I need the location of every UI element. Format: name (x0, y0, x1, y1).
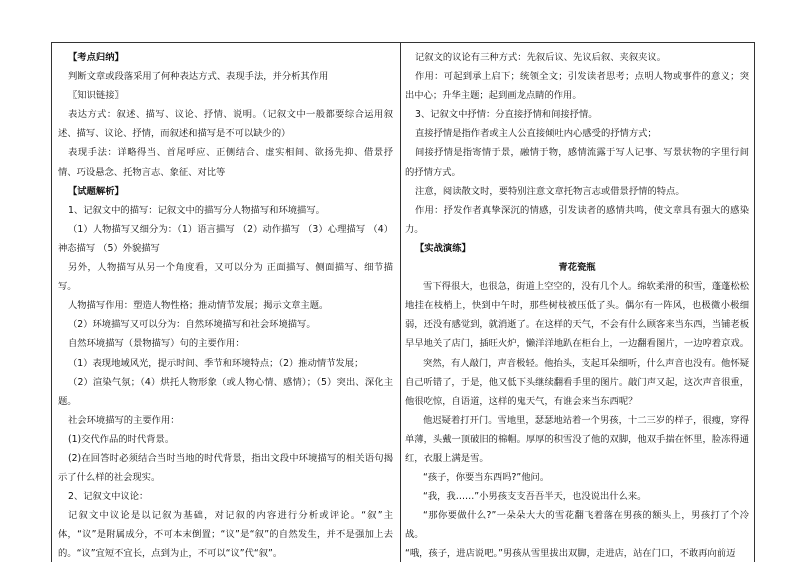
left-paragraph: （1）表现地域风光，提示时间、季节和环境特点；（2）推动情节发展； (68, 357, 364, 369)
left-paragraph: （2）渲染气氛；（4）烘托人物形象（或人物心情、感情）；（5）突出、深化主题。 (58, 376, 393, 407)
right-paragraph: 作用：抒发作者真挚深沉的情感，引发读者的感情共鸣，使文章具有强大的感染力。 (405, 204, 749, 235)
left-paragraph: 表现手法：详略得当、首尾呼应、正侧结合、虚实相间、欲扬先抑、借景抒情、巧设悬念、托物言志、象征、对比等 (58, 147, 393, 178)
column-divider (400, 42, 401, 562)
left-paragraph: 记叙文中议论是以记叙为基础，对记叙的内容进行分析或评论。“叙”主体，“议”是附属成分，不可本末倒置；“议”是“叙”的自然发生，并不是强加上去的。“议”宜短不宜长，点到为止，不可以“议”代“叙”。 (58, 510, 393, 560)
right-column (405, 48, 749, 564)
right-paragraph: 作用：可起到承上启下；统领全文；引发读者思考；点明人物或事件的意义；突出中心；升华主题；起到画龙点睛的作用。 (405, 71, 749, 102)
right-paragraph: 青花瓷瓶 (558, 262, 596, 274)
left-paragraph: (2)在回答时必须结合当时当地的时代背景，指出文段中环境描写的相关语句揭示了什么样的社会现实。 (58, 452, 393, 484)
right-paragraph: 他迟疑着打开门。雪地里，瑟瑟地站着一个男孩，十二三岁的样子，很瘦，穿得单薄，头戴一顶破旧的棉帽。厚厚的积雪没了他的双脚，他双手揣在怀里，脸冻得通红，衣服上满是雪。 (405, 414, 749, 464)
left-paragraph: 判断文章或段落采用了何种表达方式、表现手法，并分析其作用 (68, 71, 329, 83)
left-paragraph: 【考点归纳】 (68, 52, 124, 63)
left-paragraph: 2、记叙文中议论： (68, 491, 149, 503)
right-paragraph: 直接抒情是指作者或主人公直接倾吐内心感受的抒情方式； (415, 128, 657, 140)
left-paragraph: 表达方式：叙述、描写、议论、抒情、说明。（记叙文中一般都要综合运用叙述、描写、议论、抒情，而叙述和描写是不可以缺少的） (58, 109, 393, 140)
left-paragraph: 人物描写作用：塑造人物性格；推动情节发展；揭示文章主题。 (68, 300, 329, 312)
right-paragraph: 注意，阅读散文时，要特别注意文章托物言志或借景抒情的特点。 (415, 185, 685, 197)
left-paragraph: 另外，人物描写从另一个角度看，又可以分为 正面描写、侧面描写、细节描写。 (58, 262, 393, 293)
right-paragraph: 雪下得很大，也很急，街道上空空的，没有几个人。绵软柔滑的积雪，蓬蓬松松地挂在枝梢上，快到中午时，那些树枝被压低了头。偶尔有一阵风，也极微小极细弱，还没有感觉到，就消逝了。在这样的天气，不会有什么顾客来当东西，当铺老板早早地关了店门，插旺火炉，懒洋洋地趴在柜台上，一边翻看图片，一边哼着京戏。 (405, 281, 749, 350)
right-paragraph: “孩子，你要当东西吗?”他问。 (423, 472, 550, 484)
right-paragraph: 突然，有人敲门，声音极轻。他抬头，支起耳朵细听，什么声音也没有。他怀疑自己听错了，于是，他又低下头继续翻看手里的图片。敲门声又起，这次声音很重，他很吃惊，自语道，这样的鬼天气，有谁会来当东西呢？ (405, 357, 749, 407)
left-paragraph: (1)交代作品的时代背景。 (68, 433, 175, 445)
left-paragraph: 1、记叙文中的描写：记叙文中的描写分人物描写和环境描写。 (68, 204, 325, 216)
left-paragraph: 【试题解析】 (68, 185, 124, 197)
left-paragraph: 社会环境描写的主要作用： (68, 414, 180, 426)
right-paragraph: 间接抒情是指寄情于景，融情于物，感情流露于写人记事、写景状物的字里行间的抒情方式。 (405, 147, 749, 178)
left-column (58, 48, 393, 564)
right-paragraph: “哦，孩子，进店说吧。”男孩从雪里拔出双脚，走进店，站在门口，不敢再向前迈 (405, 548, 736, 560)
left-paragraph: 自然环境描写（景物描写）句的主要作用： (68, 338, 245, 350)
left-paragraph: （1）人物描写又细分为：（1）语言描写 （2）动作描写 （3）心理描写 （4）神态描写 （5）外貌描写 (58, 223, 393, 254)
left-paragraph: （2）环境描写又可以分为：自然环境描写和社会环境描写。 (68, 319, 316, 331)
right-paragraph: 【实战演练】 (415, 242, 471, 254)
right-paragraph: “那你要做什么?”一朵朵大大的雪花翻飞着落在男孩的额头上，男孩打了个冷战。 (405, 510, 749, 541)
right-paragraph: 记叙文的议论有三种方式：先叙后议、先议后叙、夹叙夹议。 (415, 52, 667, 63)
left-paragraph: 〖知识链接〗 (68, 90, 124, 102)
right-paragraph: “我，我……”小男孩支支吾吾半天，也没说出什么来。 (423, 491, 647, 503)
right-paragraph: 3、记叙文中抒情：分直接抒情和间接抒情。 (415, 109, 598, 121)
